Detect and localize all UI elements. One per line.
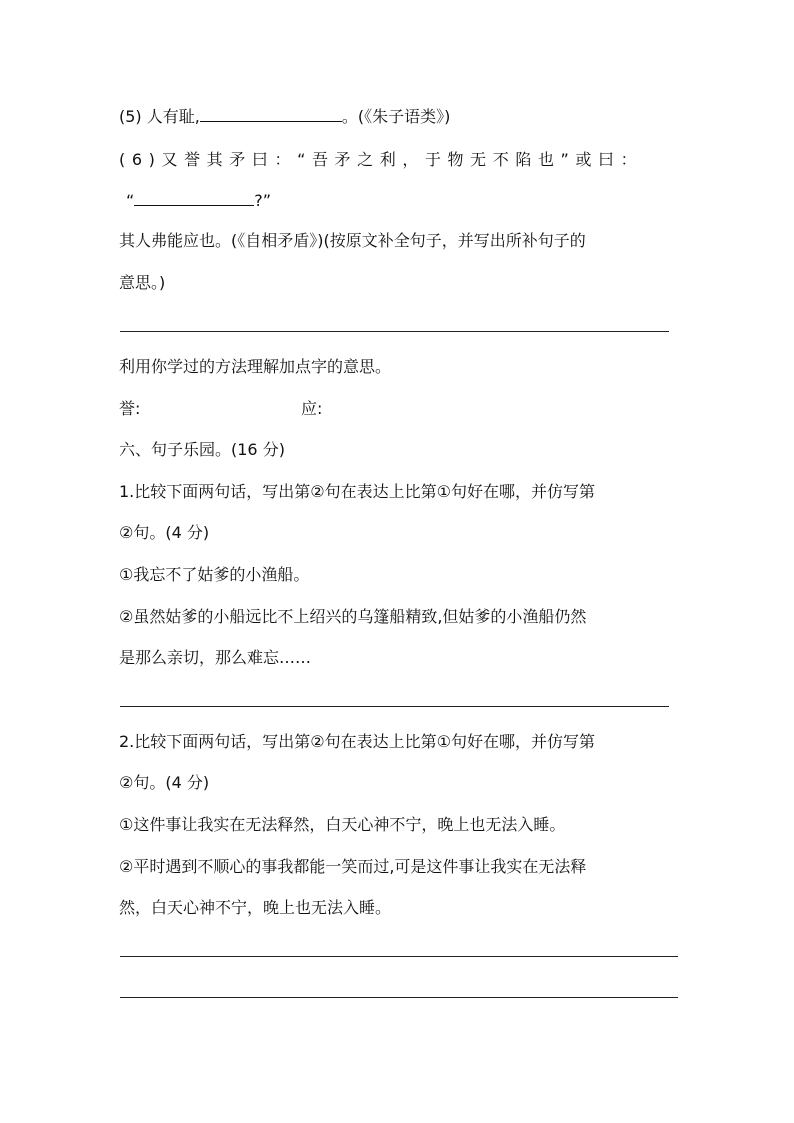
dot-words-instruction: 利用你学过的方法理解加点字的意思。 bbox=[119, 357, 392, 376]
q5-prefix: (5) 人有耻, bbox=[119, 107, 200, 126]
q1-prompt-line1: 1.比较下面两句话，写出第②句在表达上比第①句好在哪，并仿写第 bbox=[119, 482, 595, 501]
q2-sentence2-line1: ②平时遇到不顺心的事我都能一笑而过,可是这件事让我实在无法释 bbox=[119, 857, 587, 876]
q1-sentence1: ①我忘不了姑爹的小渔船。 bbox=[119, 565, 310, 584]
q1-prompt-line2: ②句。(4 分) bbox=[119, 523, 210, 542]
q6-line3: 其人弗能应也。(《自相矛盾》)(按原文补全句子，并写出所补句子的 bbox=[119, 231, 586, 250]
q2-sentence1: ①这件事让我实在无法释然，白天心神不宁，晚上也无法入睡。 bbox=[119, 815, 566, 834]
q6-line1: (6)又誉其矛曰：“吾矛之利，于物无不陷也”或曰： bbox=[119, 150, 644, 169]
yu-label: 誉: bbox=[119, 399, 141, 418]
section6-title: 六、句子乐园。(16 分) bbox=[119, 440, 285, 459]
q2-sentence2-line2: 然，白天心神不宁，晚上也无法入睡。 bbox=[119, 898, 392, 917]
q2-answer-line-1[interactable] bbox=[120, 956, 678, 957]
q5-suffix: 。(《朱子语类》) bbox=[341, 107, 451, 126]
q2-prompt-line2: ②句。(4 分) bbox=[119, 773, 210, 792]
q6-close-quote: ?” bbox=[254, 191, 272, 210]
q1-answer-line[interactable] bbox=[120, 706, 669, 707]
q6-line4: 意思。) bbox=[119, 273, 166, 292]
q1-sentence2-line1: ②虽然姑爹的小船远比不上绍兴的乌篷船精致,但姑爹的小渔船仍然 bbox=[119, 607, 587, 626]
q6-line2 bbox=[126, 190, 271, 212]
q6-answer-blank[interactable] bbox=[134, 190, 254, 206]
q6-open-quote: “ bbox=[126, 191, 135, 210]
q2-answer-line-2[interactable] bbox=[120, 997, 678, 998]
q5-line bbox=[119, 106, 450, 128]
q5-answer-blank[interactable] bbox=[200, 106, 342, 122]
ying-label: 应: bbox=[301, 399, 323, 418]
q2-prompt-line1: 2.比较下面两句话，写出第②句在表达上比第①句好在哪，并仿写第 bbox=[119, 732, 595, 751]
q1-sentence2-line2: 是那么亲切，那么难忘…… bbox=[119, 648, 312, 667]
q6-answer-line[interactable] bbox=[120, 331, 669, 332]
